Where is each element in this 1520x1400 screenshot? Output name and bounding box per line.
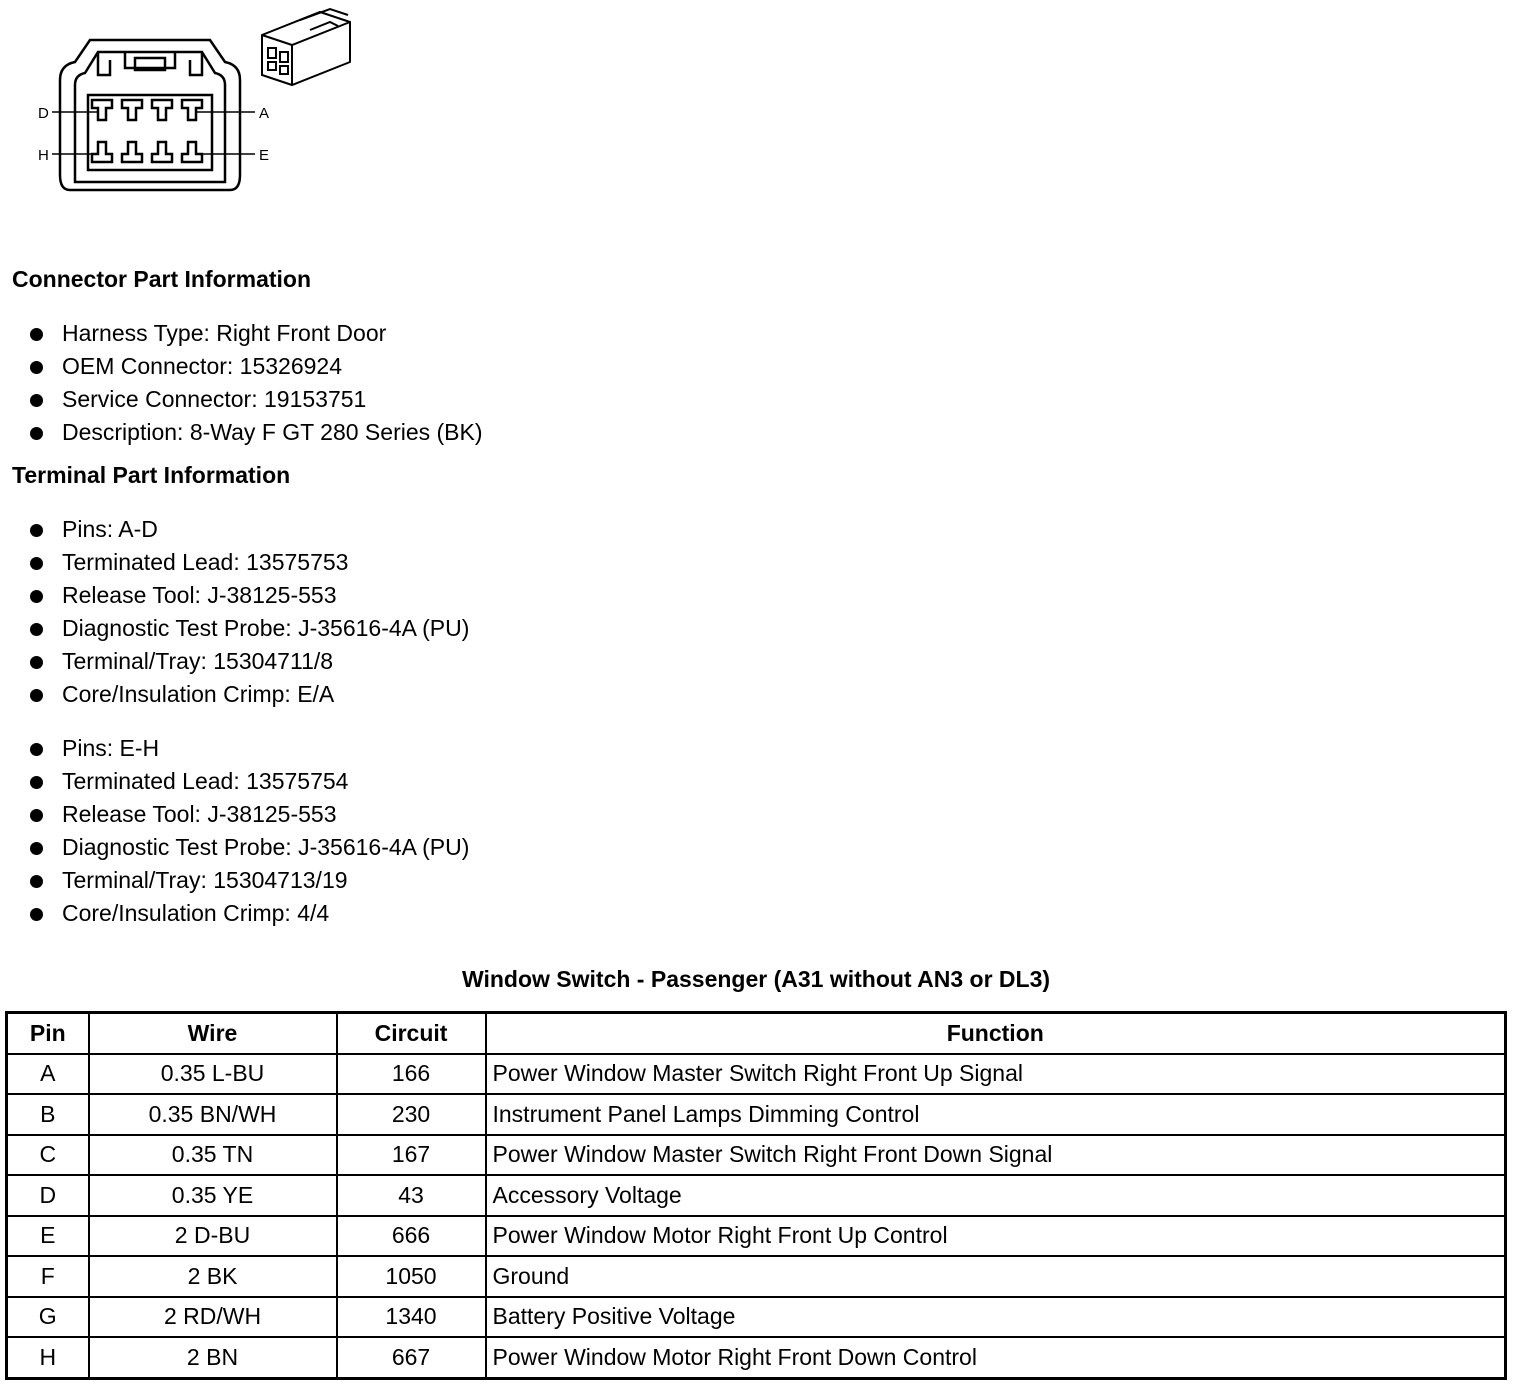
list-item: Pins: A-D: [28, 513, 469, 546]
cell-circuit: 230: [337, 1094, 486, 1135]
connector-diagram: [30, 0, 370, 200]
list-item: Release Tool: J-38125-553: [28, 579, 469, 612]
list-item: OEM Connector: 15326924: [28, 350, 483, 383]
bullet-icon: [30, 361, 43, 374]
bullet-icon: [30, 328, 43, 341]
cell-pin: A: [7, 1054, 89, 1095]
cell-wire: 0.35 YE: [89, 1175, 337, 1216]
cell-circuit: 666: [337, 1216, 486, 1257]
list-item: Terminal/Tray: 15304713/19: [28, 864, 469, 897]
list-item: Release Tool: J-38125-553: [28, 798, 469, 831]
cell-pin: D: [7, 1175, 89, 1216]
cell-circuit: 667: [337, 1337, 486, 1378]
list-item: Diagnostic Test Probe: J-35616-4A (PU): [28, 831, 469, 864]
bullet-icon: [30, 394, 43, 407]
cell-wire: 0.35 BN/WH: [89, 1094, 337, 1135]
cell-pin: G: [7, 1297, 89, 1338]
cell-pin: B: [7, 1094, 89, 1135]
pin-label-e: E: [259, 147, 270, 164]
bullet-icon: [30, 427, 43, 440]
cell-wire: 2 D-BU: [89, 1216, 337, 1257]
list-item: Pins: E-H: [28, 732, 469, 765]
connector-3d-icon: [262, 9, 350, 85]
table-row: [7, 1135, 1506, 1176]
list-item: Harness Type: Right Front Door: [28, 317, 483, 350]
cell-circuit: 43: [337, 1175, 486, 1216]
cell-function: Accessory Voltage: [486, 1175, 1506, 1216]
list-item: Terminal/Tray: 15304711/8: [28, 645, 469, 678]
cell-circuit: 1050: [337, 1256, 486, 1297]
list-item: Diagnostic Test Probe: J-35616-4A (PU): [28, 612, 469, 645]
cell-function: Ground: [486, 1256, 1506, 1297]
header-wire: Wire: [89, 1013, 337, 1054]
bullet-icon: [30, 875, 43, 888]
terminal-info-list-e-h: [28, 732, 469, 930]
bullet-icon: [30, 842, 43, 855]
header-circuit: Circuit: [337, 1013, 486, 1054]
table-row: [7, 1094, 1506, 1135]
cell-function: Power Window Master Switch Right Front Down Signal: [486, 1135, 1506, 1176]
cell-pin: H: [7, 1337, 89, 1378]
bullet-icon: [30, 557, 43, 570]
bullet-icon: [30, 656, 43, 669]
header-pin: Pin: [7, 1013, 89, 1054]
table-header-row: [7, 1013, 1506, 1054]
bullet-icon: [30, 524, 43, 537]
bullet-icon: [30, 743, 43, 756]
connector-info-list: [28, 317, 483, 449]
pin-label-d: D: [38, 105, 49, 122]
table-row: [7, 1337, 1506, 1378]
pinout-table: [5, 1011, 1507, 1380]
cell-wire: 2 BN: [89, 1337, 337, 1378]
list-item: Core/Insulation Crimp: E/A: [28, 678, 469, 711]
terminal-info-heading: Terminal Part Information: [12, 462, 291, 488]
bullet-icon: [30, 623, 43, 636]
table-row: [7, 1175, 1506, 1216]
cell-function: Instrument Panel Lamps Dimming Control: [486, 1094, 1506, 1135]
list-item: Description: 8-Way F GT 280 Series (BK): [28, 416, 483, 449]
list-item: Service Connector: 19153751: [28, 383, 483, 416]
bullet-icon: [30, 590, 43, 603]
cell-circuit: 167: [337, 1135, 486, 1176]
cell-wire: 2 RD/WH: [89, 1297, 337, 1338]
pin-label-h: H: [38, 147, 49, 164]
list-item: Core/Insulation Crimp: 4/4: [28, 897, 469, 930]
bullet-icon: [30, 809, 43, 822]
table-title: Window Switch - Passenger (A31 without AN3 or DL3): [461, 966, 1051, 992]
cell-wire: 2 BK: [89, 1256, 337, 1297]
table-row: [7, 1256, 1506, 1297]
header-function: Function: [486, 1013, 1506, 1054]
table-row: [7, 1216, 1506, 1257]
cell-circuit: 1340: [337, 1297, 486, 1338]
connector-info-heading: Connector Part Information: [12, 266, 312, 292]
bullet-icon: [30, 908, 43, 921]
cell-function: Power Window Motor Right Front Up Control: [486, 1216, 1506, 1257]
cell-circuit: 166: [337, 1054, 486, 1095]
pin-label-a: A: [259, 105, 270, 122]
terminal-info-list-a-d: [28, 513, 469, 711]
cell-function: Battery Positive Voltage: [486, 1297, 1506, 1338]
cell-wire: 0.35 TN: [89, 1135, 337, 1176]
cell-pin: E: [7, 1216, 89, 1257]
bullet-icon: [30, 776, 43, 789]
list-item: Terminated Lead: 13575753: [28, 546, 469, 579]
list-item: Terminated Lead: 13575754: [28, 765, 469, 798]
cell-function: Power Window Motor Right Front Down Control: [486, 1337, 1506, 1378]
table-row: [7, 1054, 1506, 1095]
cell-wire: 0.35 L-BU: [89, 1054, 337, 1095]
cell-pin: C: [7, 1135, 89, 1176]
table-row: [7, 1297, 1506, 1338]
bullet-icon: [30, 689, 43, 702]
cell-function: Power Window Master Switch Right Front Up Signal: [486, 1054, 1506, 1095]
cell-pin: F: [7, 1256, 89, 1297]
